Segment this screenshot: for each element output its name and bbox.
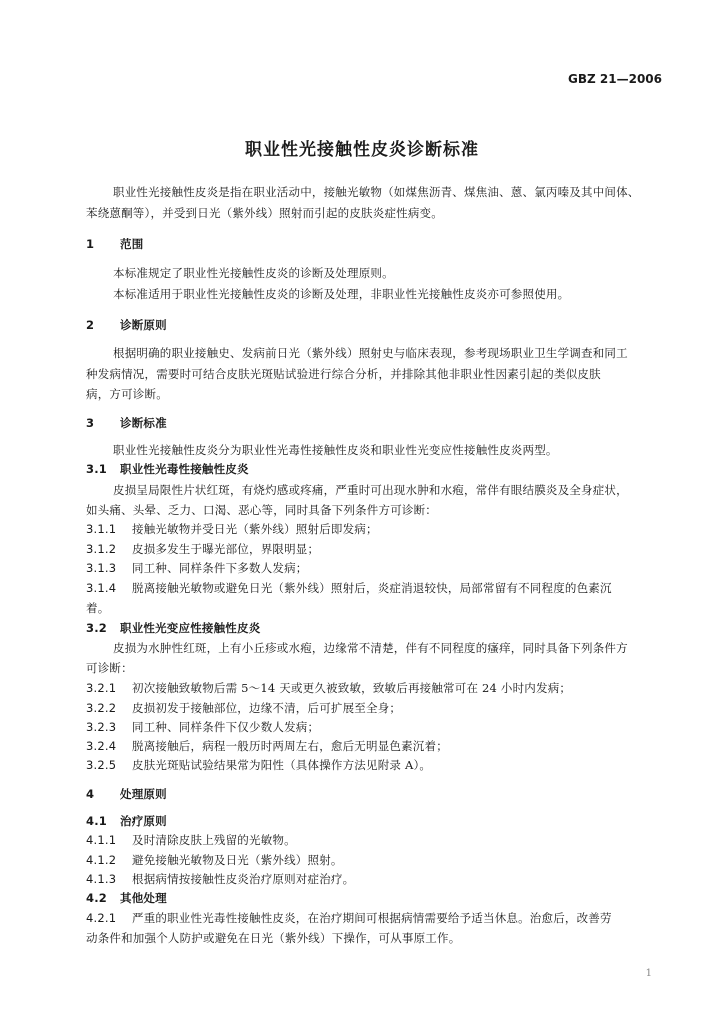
page-number: 1 <box>645 968 652 979</box>
list-item-3-2-4 <box>86 738 448 754</box>
list-item-3-2-3 <box>86 719 319 735</box>
item-number: 3.1.4 <box>86 581 117 595</box>
item-text: 同工种、同样条件下仅少数人发病； <box>132 720 320 734</box>
item-number: 3.2.3 <box>86 720 117 734</box>
item-number: 3.1.2 <box>86 542 117 556</box>
subsection-4-2-heading <box>86 890 167 906</box>
section-1-para-2: 本标准适用于职业性光接触性皮炎的诊断及处理，非职业性光接触性皮炎亦可参照使用。 <box>113 287 570 301</box>
list-item-4-2-1-cont: 动条件和加强个人防护或避免在日光（紫外线）下操作，可从事原工作。 <box>86 931 461 945</box>
section-number: 2 <box>86 318 95 332</box>
item-number: 4.1.2 <box>86 853 117 867</box>
section-number: 4 <box>86 787 95 801</box>
document-code: GBZ 21—2006 <box>568 72 662 86</box>
intro-line-1: 职业性光接触性皮炎是指在职业活动中，接触光敏物（如煤焦沥青、煤焦油、蒽、氯丙嗪及其中间体、 <box>113 185 640 199</box>
list-item-3-1-2 <box>86 541 319 557</box>
section-4-heading <box>86 786 167 802</box>
item-text: 皮损多发生于曝光部位，界限明显； <box>132 542 320 556</box>
list-item-3-2-5 <box>86 757 431 773</box>
list-item-3-1-3 <box>86 560 308 576</box>
intro-line-2: 苯绕蒽酮等），并受到日光（紫外线）照射而引起的皮肤炎症性病变。 <box>86 206 443 220</box>
subsection-title: 职业性光变应性接触性皮炎 <box>120 621 261 635</box>
item-text: 根据病情按接触性皮炎治疗原则对症治疗。 <box>132 872 355 886</box>
section-title: 处理原则 <box>120 787 167 801</box>
list-item-3-1-4 <box>86 580 612 596</box>
item-text: 接触光敏物并受日光（紫外线）照射后即发病； <box>132 522 378 536</box>
section-2-line-3: 病，方可诊断。 <box>86 387 168 401</box>
item-text: 皮肤光斑贴试验结果常为阳性（具体操作方法见附录 A）。 <box>132 758 432 772</box>
list-item-3-2-2 <box>86 700 401 716</box>
page-title: 职业性光接触性皮炎诊断标准 <box>245 140 479 160</box>
item-number: 4.1.3 <box>86 872 117 886</box>
subsection-title: 其他处理 <box>120 891 167 905</box>
item-text: 皮损初发于接触部位，边缘不清，后可扩展至全身； <box>132 701 402 715</box>
subsection-3-2-line-1: 皮损为水肿性红斑，上有小丘疹或水疱，边缘常不清楚，伴有不同程度的瘙痒，同时具备下列条件方 <box>113 641 628 655</box>
section-1-heading <box>86 236 143 252</box>
subsection-title: 职业性光毒性接触性皮炎 <box>120 462 249 476</box>
item-number: 4.1.1 <box>86 833 117 847</box>
subsection-3-1-line-2: 如头痛、头晕、乏力、口渴、恶心等，同时具备下列条件方可诊断： <box>86 503 437 517</box>
section-3-intro: 职业性光接触性皮炎分为职业性光毒性接触性皮炎和职业性光变应性接触性皮炎两型。 <box>113 443 558 457</box>
section-title: 诊断原则 <box>120 318 167 332</box>
list-item-4-2-1 <box>86 910 612 926</box>
item-number: 3.2.1 <box>86 681 117 695</box>
item-number: 3.2.4 <box>86 739 117 753</box>
item-number: 3.1.3 <box>86 561 117 575</box>
item-text: 同工种、同样条件下多数人发病； <box>132 561 308 575</box>
subsection-title: 治疗原则 <box>120 814 167 828</box>
item-text: 及时清除皮肤上残留的光敏物。 <box>132 833 296 847</box>
list-item-4-1-2 <box>86 852 343 868</box>
list-item-3-1-1 <box>86 521 378 537</box>
subsection-number: 3.1 <box>86 462 107 476</box>
list-item-3-1-4-cont: 着。 <box>86 601 110 615</box>
section-2-line-1: 根据明确的职业接触史、发病前日光（紫外线）照射史与临床表现，参考现场职业卫生学调查和同工 <box>113 346 628 360</box>
section-title: 范围 <box>120 237 144 251</box>
item-text: 避免接触光敏物及日光（紫外线）照射。 <box>132 853 343 867</box>
section-1-para-1: 本标准规定了职业性光接触性皮炎的诊断及处理原则。 <box>113 266 394 280</box>
item-number: 3.2.5 <box>86 758 117 772</box>
item-number: 4.2.1 <box>86 911 117 925</box>
list-item-3-2-1 <box>86 680 571 696</box>
list-item-4-1-3 <box>86 871 354 887</box>
item-text: 脱离接触后，病程一般历时两周左右，愈后无明显色素沉着； <box>132 739 448 753</box>
item-text: 严重的职业性光毒性接触性皮炎，在治疗期间可根据病情需要给予适当休息。治愈后，改善劳 <box>132 911 612 925</box>
item-text: 脱离接触光敏物或避免日光（紫外线）照射后，炎症消退较快，局部常留有不同程度的色素沉 <box>132 581 612 595</box>
item-number: 3.1.1 <box>86 522 117 536</box>
list-item-4-1-1 <box>86 832 296 848</box>
subsection-number: 4.1 <box>86 814 107 828</box>
item-number: 3.2.2 <box>86 701 117 715</box>
subsection-3-2-heading <box>86 620 260 636</box>
section-3-heading <box>86 415 167 431</box>
subsection-4-1-heading <box>86 813 167 829</box>
subsection-3-1-heading <box>86 461 249 477</box>
subsection-number: 3.2 <box>86 621 107 635</box>
section-title: 诊断标准 <box>120 416 167 430</box>
section-number: 3 <box>86 416 95 430</box>
subsection-3-2-line-2: 可诊断： <box>86 661 133 675</box>
section-2-heading <box>86 317 167 333</box>
section-number: 1 <box>86 237 95 251</box>
subsection-3-1-line-1: 皮损呈局限性片状红斑，有烧灼感或疼痛，严重时可出现水肿和水疱，常伴有眼结膜炎及全身症状， <box>113 483 628 497</box>
section-2-line-2: 种发病情况，需要时可结合皮肤光斑贴试验进行综合分析，并排除其他非职业性因素引起的类似皮肤 <box>86 367 601 381</box>
item-text: 初次接触致敏物后需 5～14 天或更久被致敏，致敏后再接触常可在 24 小时内发病； <box>132 681 572 695</box>
subsection-number: 4.2 <box>86 891 107 905</box>
